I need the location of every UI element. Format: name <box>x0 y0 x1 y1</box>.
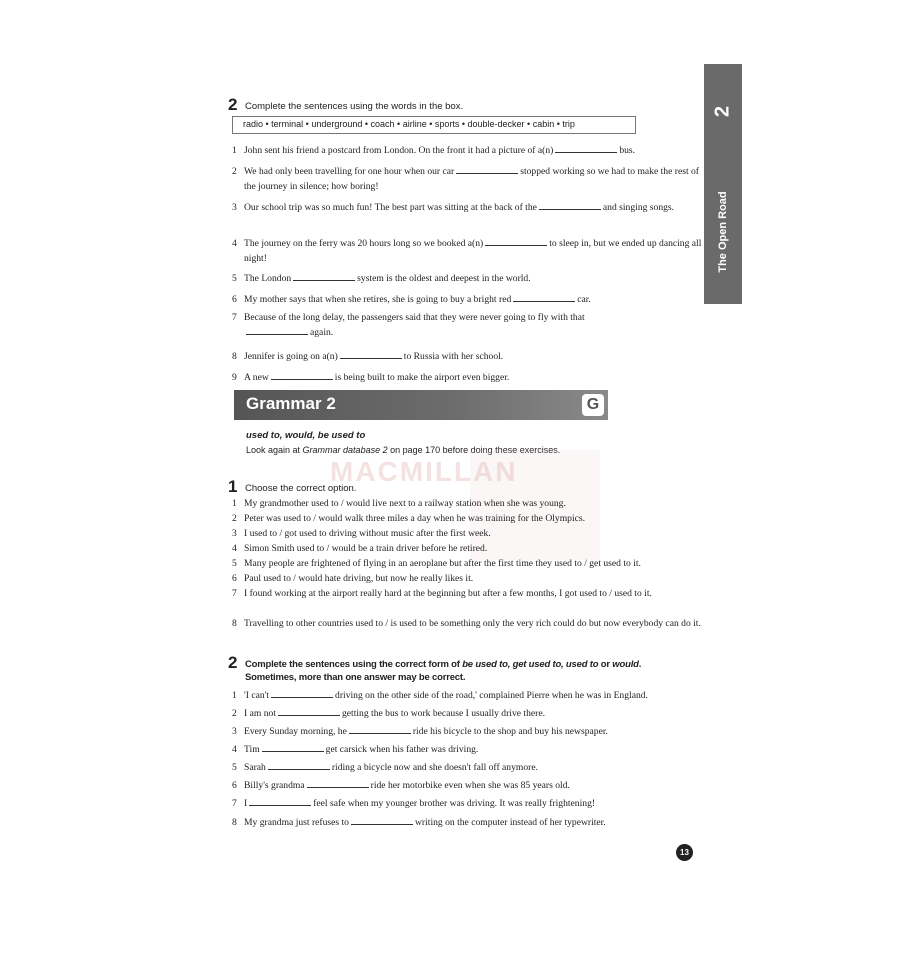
item-number: 7 <box>232 798 237 809</box>
chapter-number: 2 <box>711 105 734 118</box>
item-number: 8 <box>232 817 237 828</box>
item-number: 5 <box>232 762 237 773</box>
answer-blank[interactable] <box>249 797 311 806</box>
item-text: system is the oldest and deepest in the world. <box>357 273 531 284</box>
item-text: get carsick when his father was driving. <box>325 744 479 755</box>
word-box: radio • terminal • underground • coach • airline • sports • double-decker • cabin • trip <box>232 116 636 134</box>
item-text: driving on the other side of the road,' complained Pierre when he was in England. <box>335 690 648 701</box>
answer-blank[interactable] <box>349 725 411 734</box>
item-number: 7 <box>232 312 237 323</box>
item-text: We had only been travelling for one hour when our car <box>244 166 455 177</box>
item-text: ride his bicycle to the shop and buy his newspaper. <box>412 726 608 737</box>
exercise-instruction: Choose the correct option. <box>245 483 357 494</box>
answer-blank[interactable] <box>262 743 324 752</box>
item-text: I <box>244 798 248 809</box>
item-text: Because of the long delay, the passengers said that they were never going to fly with that <box>244 312 585 323</box>
item-number: 9 <box>232 372 237 383</box>
item-text: My mother says that when she retires, she is going to buy a bright red <box>244 294 512 305</box>
answer-blank[interactable] <box>340 350 402 359</box>
item-text: feel safe when my younger brother was driving. It was really frightening! <box>313 798 596 809</box>
answer-blank[interactable] <box>456 165 518 174</box>
item-number: 1 <box>232 690 237 701</box>
item-number: 5 <box>232 273 237 284</box>
item-text: bus. <box>619 145 636 156</box>
item-number: 5 <box>232 558 237 569</box>
item-text[interactable]: I found working at the airport really hard at the beginning but after a few months, I got used to / used to it. <box>244 588 652 599</box>
answer-blank[interactable] <box>268 761 330 770</box>
item-text[interactable]: Paul used to / would hate driving, but now he really likes it. <box>244 573 474 584</box>
item-number: 3 <box>232 528 237 539</box>
page-number: 13 <box>676 844 693 861</box>
item-text[interactable]: Many people are frightened of flying in an aeroplane but after the first time they used to / get used to it. <box>244 558 641 569</box>
item-text: to Russia with her school. <box>403 351 504 362</box>
item-number: 8 <box>232 351 237 362</box>
item-number: 1 <box>232 145 237 156</box>
item-text: to sleep in, but we ended up dancing all night! <box>244 238 702 264</box>
instruction-text: would <box>612 659 639 670</box>
watermark-text: MACMILLAN <box>330 456 518 487</box>
item-text[interactable]: My grandmother used to / would live next to a railway station when she was young. <box>244 498 566 509</box>
item-text: getting the bus to work because I usually drive there. <box>341 708 545 719</box>
grammar-title: Grammar 2 <box>246 394 336 413</box>
item-text: again. <box>310 327 334 338</box>
exercise-instruction: Complete the sentences using the words in the box. <box>245 101 464 112</box>
item-number: 2 <box>232 513 237 524</box>
item-text: John sent his friend a postcard from London. On the front it had a picture of a(n) <box>244 145 554 156</box>
exercise-number: 2 <box>228 95 238 114</box>
grammar-banner <box>234 390 608 420</box>
grammar-topic: used to, would, be used to <box>246 430 366 441</box>
item-number: 6 <box>232 573 237 584</box>
item-text: A new <box>244 372 269 383</box>
answer-blank[interactable] <box>271 371 333 380</box>
item-number: 6 <box>232 294 237 305</box>
item-text: and singing songs. <box>602 202 675 213</box>
item-text: Billy's grandma <box>244 780 305 791</box>
item-text: is being built to make the airport even bigger. <box>334 372 510 383</box>
item-number: 4 <box>232 744 237 755</box>
answer-blank[interactable] <box>271 689 333 698</box>
item-text: writing on the computer instead of her typewriter. <box>414 817 606 828</box>
exercise-number: 2 <box>228 653 238 672</box>
item-text[interactable]: Peter was used to / would walk three miles a day when he was training for the Olympics. <box>244 513 586 524</box>
item-number: 3 <box>232 726 237 737</box>
item-number: 8 <box>232 618 237 629</box>
item-number: 1 <box>232 498 237 509</box>
answer-blank[interactable] <box>293 272 355 281</box>
exercise-instruction <box>245 659 641 670</box>
item-text[interactable]: Simon Smith used to / would be a train driver before he retired. <box>244 543 488 554</box>
answer-blank[interactable] <box>539 201 601 210</box>
grammar-reference-link: Grammar database 2 <box>302 445 388 455</box>
item-text: My grandma just refuses to <box>244 817 349 828</box>
instruction-text: . <box>638 659 642 670</box>
instruction-text: or <box>598 659 613 670</box>
answer-blank[interactable] <box>307 779 369 788</box>
item-text: riding a bicycle now and she doesn't fall off anymore. <box>331 762 539 773</box>
exercise-number: 1 <box>228 477 238 496</box>
item-text: Jennifer is going on a(n) <box>244 351 338 362</box>
item-number: 3 <box>232 202 237 213</box>
item-text: Every Sunday morning, he <box>244 726 347 737</box>
item-text: car. <box>577 294 591 305</box>
item-number: 2 <box>232 166 237 177</box>
instruction-text: be used to, get used to, used to <box>462 659 599 670</box>
item-number: 4 <box>232 543 237 554</box>
item-text: The journey on the ferry was 20 hours long so we booked a(n) <box>244 238 484 249</box>
item-number: 7 <box>232 588 237 599</box>
grammar-reference-text: on page 170 before doing these exercises. <box>387 445 561 455</box>
exercise-instruction-line2: Sometimes, more than one answer may be correct. <box>245 672 466 683</box>
item-text: stopped working so we had to make the rest of the journey in silence; how boring! <box>244 166 699 192</box>
answer-blank[interactable] <box>351 816 413 825</box>
item-text: I am not <box>244 708 276 719</box>
item-text[interactable]: I used to / got used to driving without music after the first week. <box>244 528 491 539</box>
item-number: 6 <box>232 780 237 791</box>
item-text: The London <box>244 273 292 284</box>
item-number: 2 <box>232 708 237 719</box>
answer-blank[interactable] <box>485 237 547 246</box>
grammar-g-icon: G <box>582 394 604 416</box>
item-text: Tim <box>244 744 260 755</box>
chapter-title: The Open Road <box>717 191 729 273</box>
answer-blank[interactable] <box>555 144 617 153</box>
item-number: 4 <box>232 238 237 249</box>
item-text[interactable]: Travelling to other countries used to / is used to be something only the very rich could do but now everybody can do it. <box>244 618 701 629</box>
answer-blank[interactable] <box>278 707 340 716</box>
item-text: 'I can't <box>244 690 270 701</box>
instruction-text: Complete the sentences using the correct form of <box>245 659 463 670</box>
grammar-reference-text: Look again at <box>246 445 303 455</box>
item-text: Sarah <box>244 762 266 773</box>
item-text: ride her motorbike even when she was 85 years old. <box>370 780 570 791</box>
item-text: Our school trip was so much fun! The best part was sitting at the back of the <box>244 202 537 213</box>
answer-blank[interactable] <box>513 293 575 302</box>
answer-blank[interactable] <box>246 326 308 335</box>
